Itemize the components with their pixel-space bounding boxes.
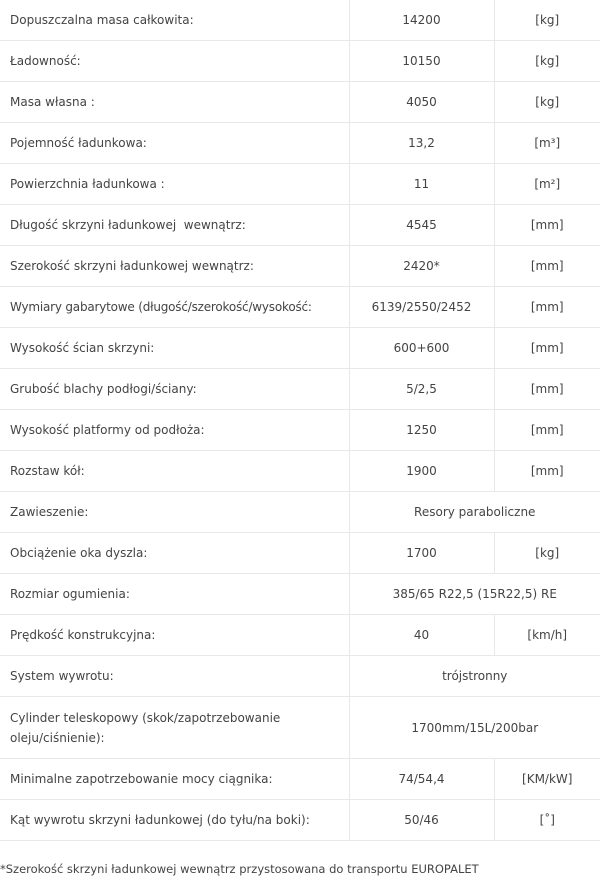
spec-label: Ładowność: — [0, 41, 349, 82]
spec-value: Resory paraboliczne — [349, 492, 600, 533]
spec-row-payload — [0, 41, 600, 82]
spec-unit: [mm] — [494, 287, 600, 328]
spec-label: Dopuszczalna masa całkowita: — [0, 0, 349, 41]
spec-row-tipping-system — [0, 656, 600, 697]
spec-unit: [mm] — [494, 410, 600, 451]
spec-label: Długość skrzyni ładunkowej wewnątrz: — [0, 205, 349, 246]
spec-unit: [mm] — [494, 205, 600, 246]
spec-row-box-length — [0, 205, 600, 246]
spec-unit: [kg] — [494, 0, 600, 41]
spec-label: Powierzchnia ładunkowa : — [0, 164, 349, 205]
spec-label: Wymiary gabarytowe (długość/szerokość/wysokość: — [0, 287, 349, 328]
spec-unit: [mm] — [494, 328, 600, 369]
spec-value: 4545 — [349, 205, 494, 246]
spec-label: System wywrotu: — [0, 656, 349, 697]
spec-label: Wysokość ścian skrzyni: — [0, 328, 349, 369]
spec-unit: [mm] — [494, 246, 600, 287]
spec-row-gross-weight — [0, 0, 600, 41]
spec-value: 385/65 R22,5 (15R22,5) RE — [349, 574, 600, 615]
spec-row-capacity — [0, 123, 600, 164]
spec-row-suspension — [0, 492, 600, 533]
spec-row-box-width — [0, 246, 600, 287]
spec-label: Wysokość platformy od podłoża: — [0, 410, 349, 451]
spec-label: Grubość blachy podłogi/ściany: — [0, 369, 349, 410]
spec-unit: [kg] — [494, 41, 600, 82]
spec-value: 74/54,4 — [349, 759, 494, 800]
spec-row-wall-height — [0, 328, 600, 369]
spec-value: 2420* — [349, 246, 494, 287]
spec-unit: [km/h] — [494, 615, 600, 656]
spec-unit: [mm] — [494, 369, 600, 410]
spec-value: 1900 — [349, 451, 494, 492]
spec-label: Rozstaw kół: — [0, 451, 349, 492]
spec-row-load-area — [0, 164, 600, 205]
spec-label: Szerokość skrzyni ładunkowej wewnątrz: — [0, 246, 349, 287]
spec-unit: [KM/kW] — [494, 759, 600, 800]
spec-value: 1250 — [349, 410, 494, 451]
spec-unit: [m²] — [494, 164, 600, 205]
spec-value: 10150 — [349, 41, 494, 82]
spec-unit: [kg] — [494, 533, 600, 574]
spec-row-sheet-thickness — [0, 369, 600, 410]
spec-label: Kąt wywrotu skrzyni ładunkowej (do tyłu/na boki): — [0, 800, 349, 841]
spec-row-platform-height — [0, 410, 600, 451]
spec-value: trójstronny — [349, 656, 600, 697]
spec-row-tipping-angle — [0, 800, 600, 841]
spec-row-tyre-size — [0, 574, 600, 615]
spec-unit: [m³] — [494, 123, 600, 164]
spec-value: 11 — [349, 164, 494, 205]
spec-value: 1700 — [349, 533, 494, 574]
spec-label: Minimalne zapotrzebowanie mocy ciągnika: — [0, 759, 349, 800]
spec-value: 5/2,5 — [349, 369, 494, 410]
spec-value: 40 — [349, 615, 494, 656]
spec-row-track-width — [0, 451, 600, 492]
spec-label: Zawieszenie: — [0, 492, 349, 533]
spec-label: Cylinder teleskopowy (skok/zapotrzebowanie oleju/ciśnienie): — [0, 697, 349, 759]
spec-row-dimensions — [0, 287, 600, 328]
spec-value: 4050 — [349, 82, 494, 123]
spec-value: 600+600 — [349, 328, 494, 369]
spec-row-telescopic-cylinder — [0, 697, 600, 759]
spec-row-design-speed — [0, 615, 600, 656]
spec-label: Rozmiar ogumienia: — [0, 574, 349, 615]
spec-unit: [˚] — [494, 800, 600, 841]
spec-value: 13,2 — [349, 123, 494, 164]
spec-label: Obciążenie oka dyszla: — [0, 533, 349, 574]
spec-row-drawbar-load — [0, 533, 600, 574]
europallet-footnote: *Szerokość skrzyni ładunkowej wewnątrz przystosowana do transportu EUROPALET — [0, 862, 479, 876]
spec-value: 14200 — [349, 0, 494, 41]
spec-label: Masa własna : — [0, 82, 349, 123]
spec-unit: [mm] — [494, 451, 600, 492]
spec-label: Pojemność ładunkowa: — [0, 123, 349, 164]
spec-value: 50/46 — [349, 800, 494, 841]
spec-label: Prędkość konstrukcyjna: — [0, 615, 349, 656]
spec-value: 6139/2550/2452 — [349, 287, 494, 328]
spec-unit: [kg] — [494, 82, 600, 123]
spec-value: 1700mm/15L/200bar — [349, 697, 600, 759]
spec-row-tractor-power — [0, 759, 600, 800]
spec-row-own-weight — [0, 82, 600, 123]
